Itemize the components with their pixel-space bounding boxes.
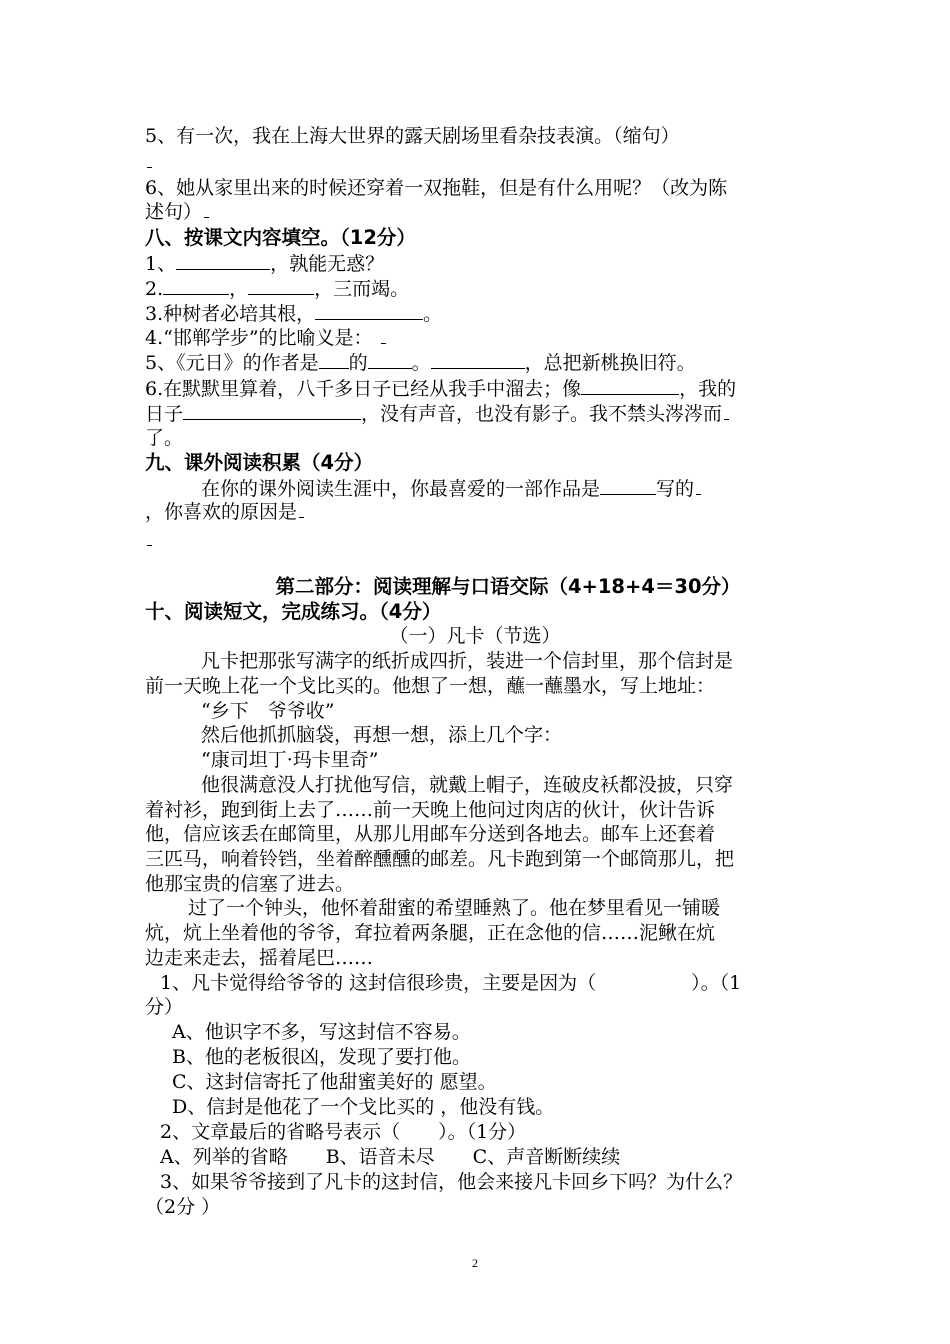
question-3-line-2: （2分 ） (145, 1196, 221, 1218)
question-1-line-2: 分） (145, 996, 184, 1018)
blank-4[interactable] (381, 327, 386, 344)
answer-line-5[interactable] (145, 150, 152, 174)
blank-5b[interactable] (368, 350, 412, 369)
passage-line: “康司坦丁·玛卡里奇” (201, 749, 379, 771)
option-d[interactable]: D、信封是他花了一个戈比买的 ，他没有钱。 (172, 1096, 555, 1118)
section-10-title: 十、阅读短文，完成练习。（4分） (145, 600, 442, 623)
fill-6-line-1: 6.在默默里算着，八千多日子已经从我手中溜去；像 ，我的 (145, 378, 737, 400)
fill-2: 2. ， ，三而竭。 (145, 278, 410, 300)
blank-6c[interactable] (724, 403, 729, 420)
page-number: 2 (472, 1256, 478, 1270)
passage-line: 然后他抓抓脑袋，再想一想，添上几个字： (201, 724, 563, 746)
question-1-line-1: 1、凡卡觉得给爷爷的 这封信很珍贵，主要是因为（ ）。（1 (160, 972, 742, 994)
passage-line: 他很满意没人打扰他写信，就戴上帽子，连破皮袄都没披，只穿 (201, 774, 734, 796)
option-a[interactable]: A、他识字不多，写这封信不容易。 (172, 1021, 471, 1043)
answer-line-9[interactable] (145, 528, 152, 552)
blank-6b[interactable] (183, 401, 361, 420)
blank-5c[interactable] (431, 350, 525, 369)
passage-line: “乡下 爷爷收” (201, 700, 335, 722)
blank-9b[interactable] (696, 478, 701, 495)
blank-9c[interactable] (299, 501, 304, 518)
passage-line: 着衬衫，跑到街上去了……前一天晚上他问过肉店的伙计，伙计告诉 (145, 799, 716, 821)
part-2-title: 第二部分：阅读理解与口语交际（4+18+4＝30分） (275, 575, 741, 598)
question-6-line-1: 6、她从家里出来的时候还穿着一双拖鞋，但是有什么用呢？（改为陈 (145, 177, 728, 199)
passage-line: 三匹马，响着铃铛，坐着醉醺醺的邮差。凡卡跑到第一个邮筒那儿，把 (145, 848, 735, 870)
fill-3: 3.种树者必培其根， 。 (145, 303, 443, 325)
question-2-options[interactable]: A、列举的省略 B、语音未尽 C、声音断断续续 (160, 1146, 621, 1168)
section-8-title: 八、按课文内容填空。（12分） (145, 226, 416, 249)
reading-9-line-2: ，你喜欢的原因是 (145, 500, 304, 524)
passage-line: 炕，炕上坐着他的爷爷，耷拉着两条腿，正在念他的信……泥鳅在炕 (145, 922, 716, 944)
question-6-line-2 (145, 200, 209, 224)
passage-line: 他，信应该丢在邮筒里，从那儿用邮车分送到各地去。邮车上还套着 (145, 823, 716, 845)
fill-4: 4.“邯郸学步”的比喻义是： (145, 326, 386, 350)
option-c[interactable]: C、这封信寄托了他甜蜜美好的 愿望。 (172, 1071, 497, 1093)
question-6-text: 述句） (145, 201, 203, 223)
question-5: 5、有一次，我在上海大世界的露天剧场里看杂技表演。（缩句） (145, 125, 680, 147)
fill-1: 1、 ，孰能无惑？ (145, 253, 385, 275)
fill-6-line-2: 日子 ，没有声音，也没有影子。我不禁头涔涔而 (145, 401, 729, 426)
reading-9-line-1: 在你的课外阅读生涯中，你最喜爱的一部作品是 写的 (201, 476, 701, 501)
passage-title: （一）凡卡（节选） (389, 625, 561, 647)
option-b[interactable]: B、他的老板很凶，发现了要打他。 (172, 1046, 471, 1068)
blank-2a[interactable] (163, 276, 229, 295)
passage-line: 过了一个钟头，他怀着甜蜜的希望睡熟了。他在梦里看见一铺暖 (188, 897, 721, 919)
section-9-title: 九、课外阅读积累（4分） (145, 451, 374, 474)
fill-6-line-3: 了。 (145, 427, 184, 449)
passage-line: 前一天晚上花一个戈比买的。他想了一想，蘸一蘸墨水，写上地址： (145, 675, 716, 697)
passage-line: 边走来走去，摇着尾巴…… (145, 947, 374, 969)
blank-6a[interactable] (581, 376, 679, 395)
passage-line: 他那宝贵的信塞了进去。 (145, 873, 355, 895)
question-3-line-1: 3、如果爷爷接到了凡卡的这封信，他会来接凡卡回乡下吗？为什么？ (160, 1171, 743, 1193)
blank-1[interactable] (176, 251, 270, 270)
blank-5a[interactable] (319, 350, 349, 369)
blank-3[interactable] (315, 301, 423, 320)
fill-5: 5、《元日》的作者是 的 。 ，总把新桃换旧符。 (145, 352, 696, 374)
blank-2b[interactable] (248, 276, 314, 295)
blank-9a[interactable] (600, 476, 656, 495)
passage-line: 凡卡把那张写满字的纸折成四折，装进一个信封里，那个信封是 (201, 650, 734, 672)
question-2: 2、文章最后的省略号表示（ ）。（1分） (160, 1121, 527, 1143)
answer-line-6[interactable] (204, 201, 209, 218)
